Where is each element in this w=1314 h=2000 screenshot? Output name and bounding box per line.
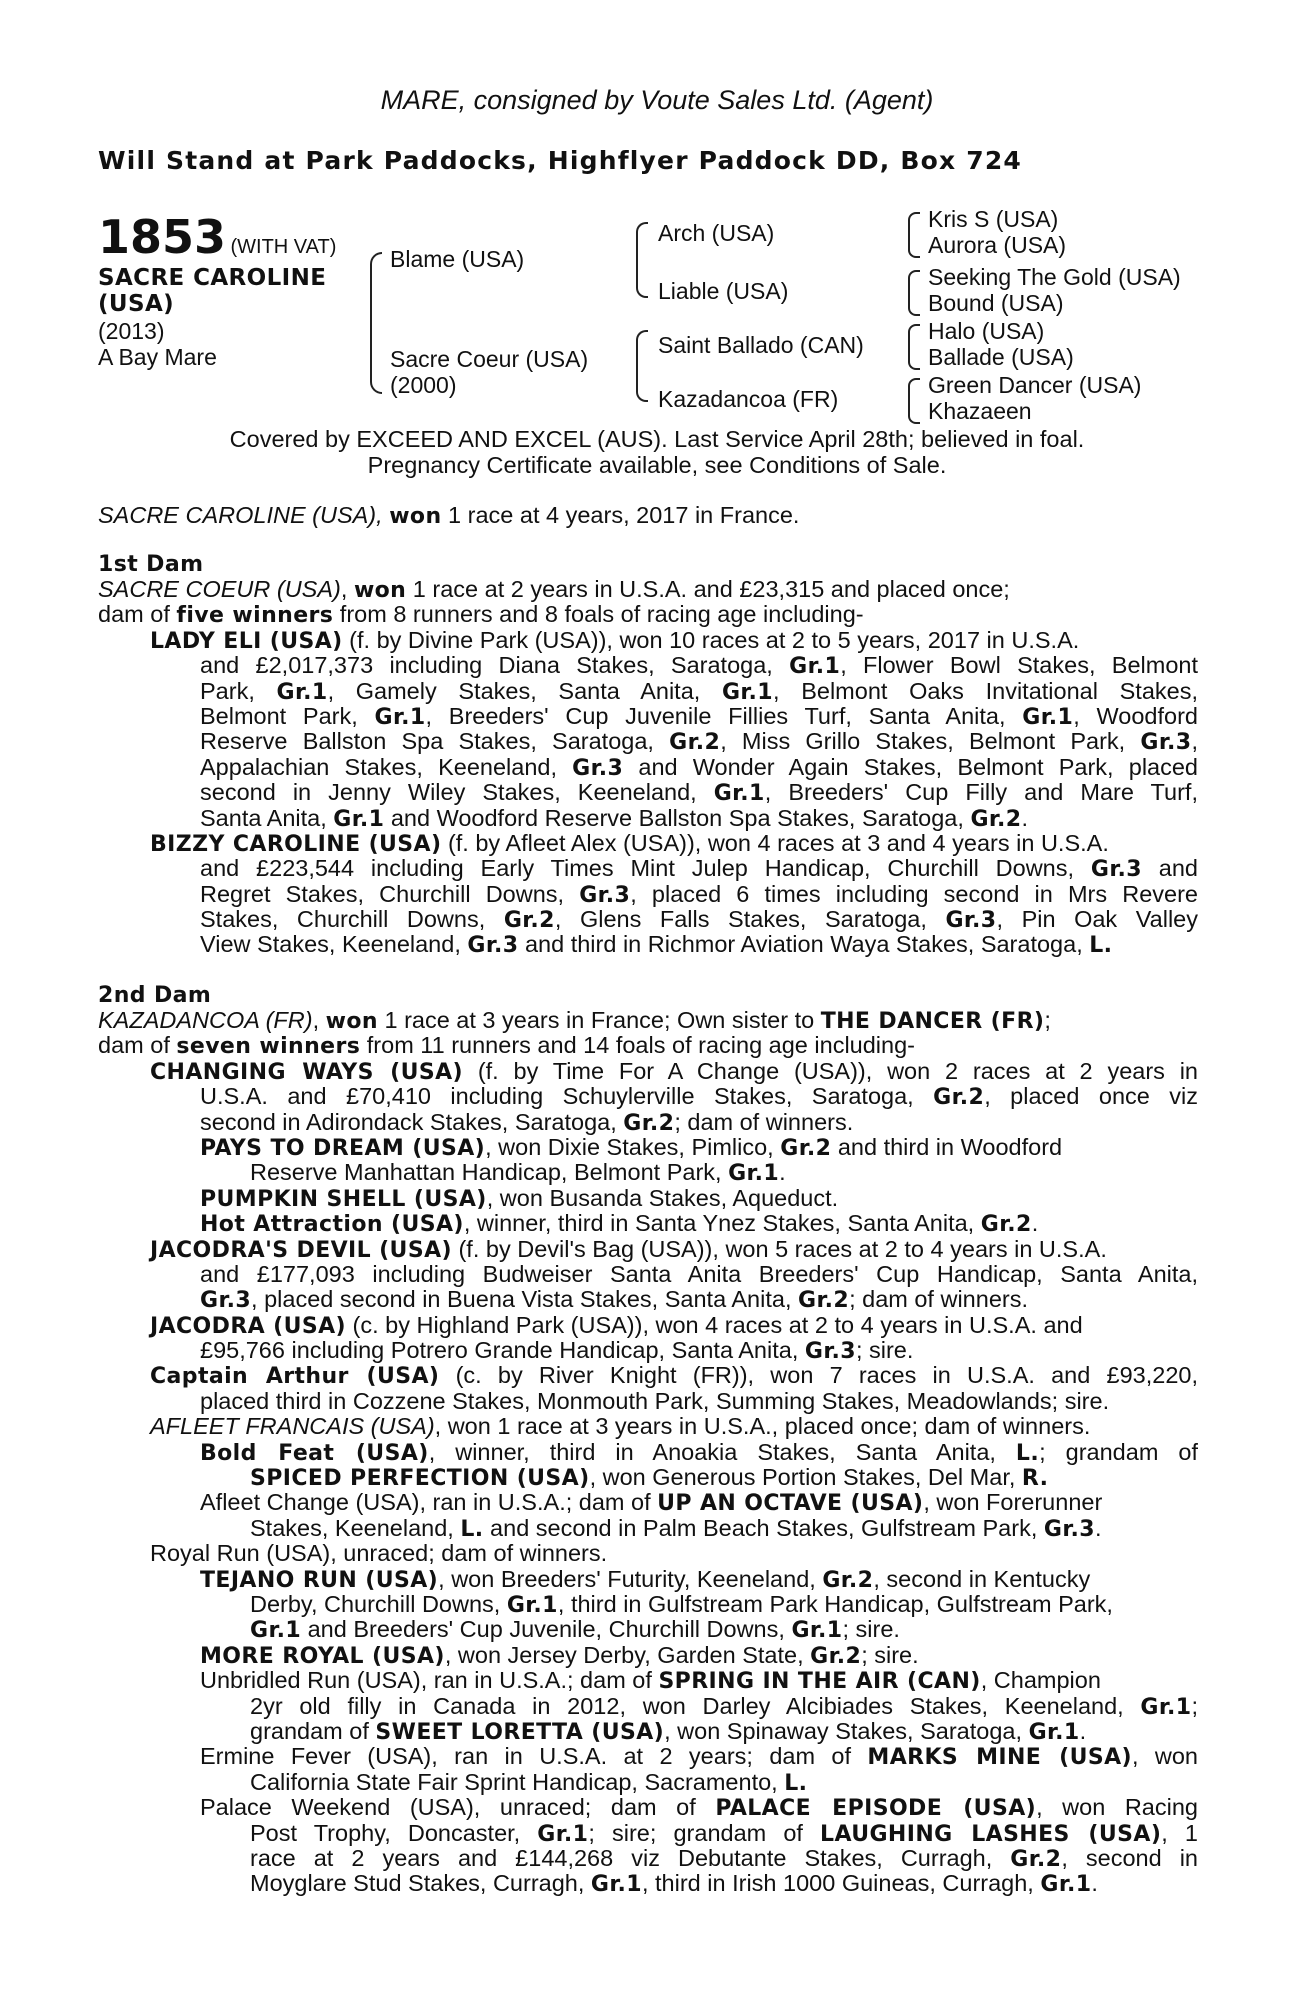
pedigree-text-line — [98, 806, 1198, 831]
vat-note: (WITH VAT) — [230, 236, 337, 258]
text: (f. by Divine Park (USA)), won 10 races at 2 to 5 years, 2017 in U.S.A. — [342, 626, 1080, 653]
bold-text: Gr.1 — [1028, 1719, 1080, 1745]
bold-text: SPICED PERFECTION (USA) — [250, 1466, 590, 1492]
text: and £177,093 including Budweiser Santa Anita Breeders' Cup Handicap, Santa Anita, — [200, 1261, 1198, 1287]
text: . — [779, 1159, 786, 1186]
text: Unbridled Run (USA), ran in U.S.A.; dam of — [200, 1667, 659, 1694]
bold-text: Gr.2 — [780, 1135, 832, 1161]
bold-text: Gr.3 — [200, 1288, 252, 1314]
pedigree-text-line — [98, 1694, 1198, 1719]
pedigree-text-line — [98, 1313, 1198, 1338]
pedigree-text-line — [98, 1110, 1198, 1135]
pedigree-text-line — [98, 907, 1198, 932]
sire-sire-sire: Kris S (USA) — [928, 206, 1059, 232]
text: and Breeders' Cup Juvenile, Churchill Downs, — [301, 1616, 792, 1643]
pedigree-text-line — [98, 755, 1198, 780]
bold-text: PALACE EPISODE (USA) — [715, 1796, 1037, 1821]
text: , won Spinaway Stakes, Saratoga, — [664, 1717, 1029, 1744]
text: and second in Palm Beach Stakes, Gulfstream Park, — [483, 1514, 1044, 1541]
pedigree-text-line — [98, 577, 1198, 602]
text: race at 2 years and £144,268 viz Debutante Stakes, Curragh, — [250, 1845, 1011, 1871]
bold-text: Gr.3 — [804, 1339, 856, 1365]
text: , Breeders' Cup Filly and Mare Turf, — [764, 780, 1198, 806]
pedigree-text-line — [98, 1516, 1198, 1541]
text: dam of — [98, 601, 177, 628]
bold-text: Gr.1 — [590, 1872, 642, 1898]
text: ; — [1191, 1693, 1198, 1719]
text: U.S.A. and £70,410 including Schuylerville Stakes, Saratoga, — [200, 1084, 934, 1110]
pedigree-brace — [908, 270, 920, 316]
text: from 11 runners and 14 foals of racing age including- — [360, 1032, 915, 1059]
bold-text: Gr.2 — [970, 806, 1022, 832]
text: Reserve Manhattan Handicap, Belmont Park, — [250, 1159, 729, 1186]
pedigree-text-line — [98, 729, 1198, 754]
pedigree-brace — [908, 212, 920, 258]
bold-text: Gr.2 — [669, 730, 721, 755]
text: Stakes, Churchill Downs, — [200, 907, 504, 933]
bold-text: Gr.2 — [822, 1567, 874, 1593]
bold-text: Gr.3 — [1090, 857, 1142, 882]
sire-dam-dam: Bound (USA) — [928, 290, 1064, 316]
bold-text: MORE ROYAL (USA) — [200, 1643, 445, 1669]
text: , second in Kentucky — [873, 1565, 1091, 1592]
second-dam-section — [98, 1008, 1198, 1897]
text: California State Fair Sprint Handicap, Sacramento, — [250, 1768, 785, 1795]
text: ; dam of winners. — [849, 1286, 1028, 1313]
text: Appalachian Stakes, Keeneland, — [200, 754, 573, 780]
text: , Flower Bowl Stakes, Belmont — [840, 653, 1198, 679]
text: , 1 — [1161, 1820, 1198, 1846]
pedigree-text-line — [98, 1084, 1198, 1109]
pedigree-text-line — [98, 780, 1198, 805]
text: , Miss Grillo Stakes, Belmont Park, — [720, 729, 1141, 755]
bold-text: Gr.1 — [250, 1618, 302, 1644]
text: placed third in Cozzene Stakes, Monmouth Park, Summing Stakes, Meadowlands; sire. — [200, 1387, 1110, 1414]
bold-text: SPRING IN THE AIR (CAN) — [658, 1669, 981, 1695]
pedigree-text-line — [98, 1338, 1198, 1363]
dam-sire: Saint Ballado (CAN) — [658, 332, 864, 358]
horse-country: (USA) — [98, 291, 175, 317]
dam-sire-sire: Halo (USA) — [928, 318, 1045, 344]
bold-text: Gr.2 — [980, 1212, 1032, 1238]
pedigree-brace — [636, 330, 648, 402]
text: , placed once viz — [984, 1084, 1198, 1110]
bold-text: TEJANO RUN (USA) — [200, 1567, 439, 1593]
pedigree-text-line — [98, 1440, 1198, 1465]
first-dam-heading: 1st Dam — [98, 552, 204, 577]
pedigree-text-line — [98, 1287, 1198, 1312]
bold-text: Gr.3 — [1140, 730, 1192, 755]
pedigree-text-line — [98, 831, 1198, 856]
text: , Belmont Oaks Invitational Stakes, — [773, 678, 1198, 704]
text: ; — [1044, 1007, 1051, 1033]
pedigree-text-line — [98, 602, 1198, 627]
text: , won Forerunner — [923, 1489, 1103, 1516]
text: (f. by Time For A Change (USA)), won 2 races at 2 years in — [463, 1058, 1198, 1084]
bold-text: SWEET LORETTA (USA) — [375, 1719, 665, 1745]
text: , — [312, 1007, 326, 1033]
bold-text: Gr.3 — [579, 882, 631, 908]
pedigree-text-line — [98, 856, 1198, 881]
italic-text: KAZADANCOA (FR) — [98, 1007, 313, 1033]
bold-text: Gr.2 — [933, 1085, 985, 1110]
bold-text: PAYS TO DREAM (USA) — [200, 1135, 486, 1161]
bold-text: LADY ELI (USA) — [150, 628, 343, 654]
bold-text: Gr.2 — [798, 1288, 850, 1314]
bold-text: Gr.1 — [537, 1821, 589, 1846]
sire-dam-sire: Seeking The Gold (USA) — [928, 264, 1181, 290]
text: Ermine Fever (USA), ran in U.S.A. at 2 years; dam of — [200, 1744, 868, 1770]
dam: Sacre Coeur (USA) — [390, 346, 589, 372]
dam-dam: Kazadancoa (FR) — [658, 386, 839, 412]
bold-text: seven winners — [176, 1034, 361, 1060]
text: second in Jenny Wiley Stakes, Keeneland, — [200, 780, 714, 806]
text: (f. by Afleet Alex (USA)), won 4 races at 3 and 4 years in U.S.A. — [441, 829, 1109, 856]
pedigree-text-line — [98, 1541, 1198, 1566]
first-dam-section — [98, 577, 1198, 958]
bold-text: L. — [1089, 933, 1113, 959]
pedigree-text-line — [98, 1592, 1198, 1617]
lot-number: 1853 — [98, 210, 227, 264]
italic-text: AFLEET FRANCAIS (USA) — [150, 1413, 435, 1440]
text: Derby, Churchill Downs, — [250, 1590, 507, 1617]
text: ; sire. — [861, 1641, 919, 1668]
bold-text: THE DANCER (FR) — [820, 1009, 1045, 1034]
pedigree-brace — [908, 324, 920, 370]
race-record — [98, 502, 799, 529]
second-dam-heading: 2nd Dam — [98, 983, 212, 1008]
text: , won Racing — [1036, 1795, 1198, 1821]
pedigree-text-line — [98, 704, 1198, 729]
text: , won Busanda Stakes, Aqueduct. — [486, 1184, 839, 1211]
text: Park, — [200, 678, 277, 704]
pedigree-text-line — [98, 1033, 1198, 1058]
text: (f. by Devil's Bag (USA)), won 5 races at 2 to 4 years in U.S.A. — [451, 1235, 1107, 1262]
text: , winner, third in Anoakia Stakes, Santa Anita, — [428, 1439, 1016, 1465]
bold-text: five winners — [176, 603, 334, 629]
bold-text: Gr.2 — [503, 908, 555, 933]
bold-text: Gr.1 — [728, 1161, 780, 1187]
text: . — [1094, 1514, 1102, 1541]
race-record-text: 1 race at 4 years, 2017 in France. — [441, 502, 800, 528]
text: , Champion — [980, 1667, 1101, 1694]
text: from 8 runners and 8 foals of racing age including- — [333, 601, 864, 628]
bold-text: won — [353, 578, 407, 603]
lot-number-block — [98, 210, 336, 264]
sire-dam: Liable (USA) — [658, 278, 789, 304]
pedigree-brace — [908, 378, 920, 424]
pedigree-text-line — [98, 1668, 1198, 1693]
text: 2yr old filly in Canada in 2012, won Darley Alcibiades Stakes, Keeneland, — [250, 1693, 1141, 1719]
bold-text: Gr.3 — [1043, 1516, 1095, 1542]
text: View Stakes, Keeneland, — [200, 931, 468, 958]
text: ; sire. — [855, 1337, 914, 1364]
pedigree-text-line — [98, 1186, 1198, 1211]
text: , won 1 race at 3 years in U.S.A., placed once; dam of winners. — [434, 1413, 1091, 1440]
text: . — [1031, 1210, 1039, 1237]
consignor-line: MARE, consigned by Voute Sales Ltd. (Agent) — [380, 85, 934, 115]
text: (c. by River Knight (FR)), won 7 races in U.S.A. and £93,220, — [439, 1363, 1198, 1389]
bold-text: Gr.2 — [623, 1110, 675, 1136]
bold-text: Gr.1 — [506, 1592, 558, 1618]
pedigree-text-line — [98, 1237, 1198, 1262]
race-record-horse: SACRE CAROLINE (USA), — [98, 502, 390, 528]
text: , won Generous Portion Stakes, Del Mar, — [589, 1464, 1022, 1491]
pedigree-text-line — [98, 1567, 1198, 1592]
text: , — [340, 576, 354, 602]
text: Palace Weekend (USA), unraced; dam of — [200, 1795, 716, 1821]
bold-text: R. — [1021, 1466, 1049, 1492]
bold-text: Gr.1 — [333, 806, 385, 832]
text: . — [1079, 1717, 1087, 1744]
sire-sire: Arch (USA) — [658, 220, 775, 246]
italic-text: SACRE COEUR (USA) — [98, 576, 341, 602]
bold-text: won — [325, 1009, 378, 1034]
horse-name: SACRE CAROLINE — [98, 265, 327, 291]
bold-text: L. — [1015, 1440, 1040, 1466]
pedigree-text-line — [98, 882, 1198, 907]
text: 1 race at 3 years in France; Own sister to — [377, 1007, 821, 1033]
pedigree-brace — [370, 252, 382, 394]
text: . — [1021, 804, 1029, 831]
bold-text: Captain Arthur (USA) — [150, 1364, 440, 1389]
bold-text: L. — [460, 1516, 484, 1542]
bold-text: Gr.1 — [374, 704, 426, 730]
bold-text: L. — [784, 1770, 808, 1796]
text: Santa Anita, — [200, 804, 334, 831]
pedigree-text-line — [98, 1363, 1198, 1388]
bold-text: UP AN OCTAVE (USA) — [657, 1491, 924, 1517]
text: , Pin Oak Valley — [996, 907, 1198, 933]
text: , Gamely Stakes, Santa Anita, — [327, 678, 722, 704]
text: , won — [1131, 1744, 1198, 1770]
bold-text: Gr.2 — [1010, 1846, 1062, 1872]
pedigree-text-line — [98, 1389, 1198, 1414]
pedigree-brace — [636, 222, 648, 298]
bold-text: Gr.3 — [945, 908, 997, 933]
horse-description: A Bay Mare — [98, 344, 217, 370]
text: ; sire; grandam of — [588, 1820, 821, 1846]
pedigree-text-line — [98, 1059, 1198, 1084]
sire-sire-dam: Aurora (USA) — [928, 232, 1067, 258]
text: 1 race at 2 years in U.S.A. and £23,315 and placed once; — [406, 576, 1010, 602]
bold-text: MARKS MINE (USA) — [867, 1745, 1132, 1770]
bold-text: Gr.1 — [276, 679, 328, 704]
text: , — [1191, 729, 1198, 755]
text: second in Adirondack Stakes, Saratoga, — [200, 1108, 624, 1135]
pedigree-text-line — [98, 1770, 1198, 1795]
text: Regret Stakes, Churchill Downs, — [200, 881, 580, 907]
text: Belmont Park, — [200, 703, 375, 729]
bold-text: Bold Feat (USA) — [200, 1440, 429, 1466]
text: grandam of — [250, 1717, 376, 1744]
text: and £2,017,373 including Diana Stakes, Saratoga, — [200, 653, 790, 679]
bold-text: Gr.1 — [1140, 1694, 1192, 1719]
pedigree-text-line — [98, 628, 1198, 653]
text: ; dam of winners. — [674, 1108, 854, 1135]
text: Moyglare Stud Stakes, Curragh, — [250, 1870, 591, 1897]
text: , third in Irish 1000 Guineas, Curragh, — [641, 1870, 1041, 1897]
text: Reserve Ballston Spa Stakes, Saratoga, — [200, 729, 670, 755]
text: , placed second in Buena Vista Stakes, Santa Anita, — [251, 1286, 799, 1313]
text: , won Jersey Derby, Garden State, — [444, 1641, 811, 1668]
bold-text: Gr.1 — [1040, 1872, 1092, 1898]
dam-dam-sire: Green Dancer (USA) — [928, 372, 1142, 398]
text: , placed 6 times including second in Mrs Revere — [630, 881, 1198, 907]
text: Royal Run (USA), unraced; dam of winners. — [150, 1540, 608, 1567]
pedigree-text-line — [98, 1008, 1198, 1033]
text: dam of — [98, 1032, 177, 1059]
bold-text: Gr.1 — [791, 1618, 843, 1644]
pedigree-text-line — [98, 679, 1198, 704]
pedigree-text-line — [98, 653, 1198, 678]
text: and third in Richmor Aviation Waya Stakes, Saratoga, — [518, 931, 1090, 958]
bold-text: Gr.1 — [721, 679, 774, 704]
pedigree-text-line — [98, 1871, 1198, 1896]
bold-text: PUMPKIN SHELL (USA) — [200, 1186, 487, 1212]
text: , Breeders' Cup Juvenile Fillies Turf, Santa Anita, — [425, 703, 1023, 729]
text: , Woodford — [1073, 703, 1198, 729]
text: (c. by Highland Park (USA)), won 4 races at 2 to 4 years in U.S.A. and — [346, 1311, 1083, 1338]
bold-text: CHANGING WAYS (USA) — [150, 1059, 464, 1085]
text: £95,766 including Potrero Grande Handicap, Santa Anita, — [200, 1337, 805, 1364]
text: Afleet Change (USA), ran in U.S.A.; dam of — [200, 1489, 658, 1516]
text: ; sire. — [842, 1616, 900, 1643]
text: , won Dixie Stakes, Pimlico, — [485, 1133, 781, 1160]
pedigree-text-line — [98, 1211, 1198, 1236]
bold-text: Gr.3 — [467, 933, 519, 959]
stand-location: Will Stand at Park Paddocks, Highflyer Paddock DD, Box 724 — [98, 146, 1023, 175]
text: and Woodford Reserve Ballston Spa Stakes, Saratoga, — [384, 804, 971, 831]
text: Post Trophy, Doncaster, — [250, 1820, 538, 1846]
pedigree-text-line — [98, 1135, 1198, 1160]
text: ; grandam of — [1039, 1439, 1198, 1465]
text: , third in Gulfstream Park Handicap, Gulfstream Park, — [557, 1590, 1113, 1617]
pregnancy-line: Pregnancy Certificate available, see Conditions of Sale. — [367, 452, 947, 478]
foaling-year: (2013) — [98, 318, 165, 344]
text: , winner, third in Santa Ynez Stakes, Santa Anita, — [463, 1210, 981, 1237]
dam-year: (2000) — [390, 372, 457, 398]
covering-line: Covered by EXCEED AND EXCEL (AUS). Last Service April 28th; believed in foal. — [229, 426, 1085, 452]
text: and — [1141, 856, 1198, 882]
bold-text: Gr.1 — [713, 781, 765, 806]
text: and Wonder Again Stakes, Belmont Park, placed — [623, 754, 1198, 780]
pedigree-text-line — [98, 1744, 1198, 1769]
bold-text: Gr.2 — [810, 1643, 862, 1669]
pedigree-text-line — [98, 1262, 1198, 1287]
text: , Glens Falls Stakes, Saratoga, — [554, 907, 946, 933]
bold-text: JACODRA'S DEVIL (USA) — [150, 1237, 452, 1263]
sire: Blame (USA) — [390, 246, 525, 272]
bold-text: JACODRA (USA) — [150, 1313, 346, 1339]
pedigree-text-line — [98, 1719, 1198, 1744]
text: and third in Woodford — [831, 1133, 1063, 1160]
bold-text: BIZZY CAROLINE (USA) — [150, 831, 442, 857]
pedigree-text-line — [98, 1465, 1198, 1490]
pedigree-text-line — [98, 1617, 1198, 1642]
bold-text: Gr.1 — [1022, 704, 1074, 730]
pedigree-text-line — [98, 1846, 1198, 1871]
race-record-won: won — [389, 504, 442, 529]
bold-text: LAUGHING LASHES (USA) — [820, 1821, 1162, 1846]
bold-text: Hot Attraction (USA) — [200, 1212, 464, 1238]
text: , second in — [1061, 1845, 1198, 1871]
text: . — [1091, 1870, 1098, 1897]
text: , won Breeders' Futurity, Keeneland, — [438, 1565, 823, 1592]
pedigree-text-line — [98, 1821, 1198, 1846]
pedigree-text-line — [98, 1795, 1198, 1820]
dam-sire-dam: Ballade (USA) — [928, 344, 1074, 370]
pedigree-text-line — [98, 1414, 1198, 1439]
pedigree-text-line — [98, 1490, 1198, 1515]
bold-text: Gr.3 — [572, 755, 624, 781]
dam-dam-dam: Khazaeen — [928, 398, 1032, 424]
text: Stakes, Keeneland, — [250, 1514, 461, 1541]
pedigree-text-line — [98, 932, 1198, 957]
bold-text: Gr.1 — [789, 654, 841, 679]
pedigree-text-line — [98, 1160, 1198, 1185]
pedigree-text-line — [98, 1643, 1198, 1668]
text: and £223,544 including Early Times Mint Julep Handicap, Churchill Downs, — [200, 856, 1091, 882]
